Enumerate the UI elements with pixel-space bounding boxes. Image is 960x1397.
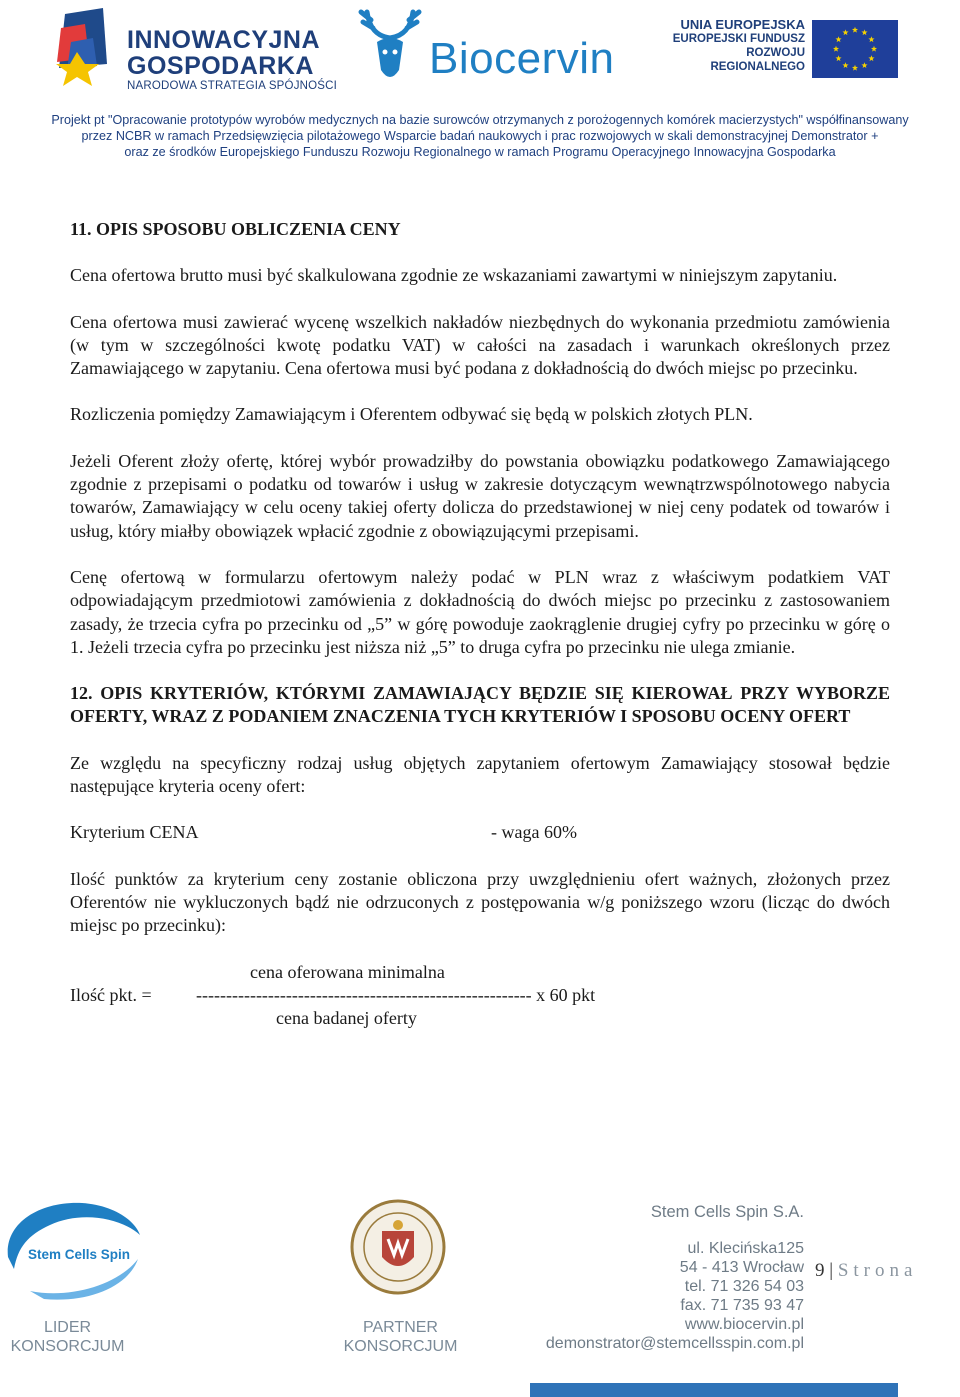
ig-logo-line2: GOSPODARKA	[127, 52, 314, 80]
innowacyjna-gospodarka-logo	[55, 8, 338, 94]
city: 54 - 413 Wrocław	[679, 1259, 804, 1276]
paragraph: Jeżeli Oferent złoży ofertę, której wybór prowadziłby do powstania obowiązku podatkowego Zamawiającego zgodnie z przepisami o podatku od towarów i usług w zakresie dotyczącym wewnątrzwspólnotowego nabycia towarów, Zamawiający w celu oceny takiej oferty dolicza do przedstawionej w niej ceny podatek od towarów i usług, który miałby obowiązek wpłacić zgodnie z obowiązującymi przepisami.	[70, 450, 890, 541]
ig-logo-line3: NARODOWA STRATEGIA SPÓJNOŚCI	[127, 80, 338, 92]
phone: tel. 71 326 54 03	[684, 1278, 804, 1295]
paragraph: Cena ofertowa musi zawierać wycenę wszelkich nakładów niezbędnych do wykonania przedmiotu zamówienia (w tym w szczególności kwotę podatku VAT) w całości na zasadach i warunkach określonych przez Zamawiającego w zapytaniu. Cena ofertowa musi być podana z dokładnością do dwóch miejsc po przecinku.	[70, 311, 890, 379]
ue-line1: UNIA EUROPEJSKA	[680, 17, 805, 32]
biocervin-logo	[355, 8, 615, 92]
page-number	[815, 1260, 917, 1282]
ue-logo-text	[655, 18, 805, 74]
ig-flag-icon	[55, 8, 125, 94]
paragraph: Ilość punktów za kryterium ceny zostanie obliczona przy uwzględnieniu ofert ważnych, złożonych przez Oferentów nie wykluczonych bądź nie odrzuconych z postępowania w/g poniższego wzoru (licząc do dwóch miejsc po przecinku):	[70, 868, 890, 936]
lider-konsorcjum-label	[5, 1318, 130, 1356]
paragraph: Ze względu na specyficzny rodzaj usług objętych zapytaniem ofertowym Zamawiający stosował będzie następujące kryteria oceny ofert:	[70, 752, 890, 797]
role-line: KONSORCJUM	[10, 1338, 125, 1355]
paragraph: Cena ofertowa brutto musi być skalkulowana zgodnie ze wskazaniami zawartymi w niniejszym zapytaniu.	[70, 265, 838, 286]
role-line: PARTNER	[363, 1319, 438, 1336]
ig-logo-line1: INNOWACYJNA	[127, 26, 321, 54]
biocervin-wordmark: Biocervin	[429, 34, 615, 83]
eu-flag-icon	[812, 20, 898, 78]
partner-konsorcjum-label	[338, 1318, 463, 1356]
ue-line2: EUROPEJSKI FUNDUSZ	[672, 33, 805, 45]
page-number-value: 9	[815, 1260, 825, 1281]
university-seal-icon	[348, 1195, 448, 1305]
email-link[interactable]: demonstrator@stemcellsspin.com.pl	[545, 1335, 804, 1352]
role-line: LIDER	[43, 1319, 92, 1336]
criterion-weight: - waga 60%	[491, 822, 577, 843]
footer-blue-bar	[530, 1383, 898, 1397]
project-line-1: Projekt pt "Opracowanie prototypów wyrobów medycznych na bazie surowców otrzymanych z porożogennych komórek macierzystych" współfinansowany	[51, 113, 909, 127]
role-line: KONSORCJUM	[343, 1338, 458, 1355]
formula-denominator: cena badanej oferty	[276, 1007, 417, 1028]
formula-numerator: cena oferowana minimalna	[250, 961, 445, 982]
page-separator: |	[829, 1260, 834, 1281]
paragraph: Cenę ofertową w formularzu ofertowym należy podać w PLN wraz z właściwym podatkiem VAT odpowiadającym przedmiotowi zamówienia z dokładnością do dwóch miejsc po przecinku z zastosowaniem zasady, że trzecia cyfra po przecinku od „5” w górę powoduje zaokrąglenie drugiej cyfry po przecinku w górę o 1. Jeżeli trzecia cyfra po przecinku jest niższa niż „5” to druga cyfra po przecinku nie ulega zmianie.	[70, 566, 890, 657]
paragraph: Rozliczenia pomiędzy Zamawiającym i Oferentem odbywać się będą w polskich złotych PLN.	[70, 404, 753, 425]
document-body	[70, 218, 890, 1033]
criterion-name: Kryterium CENA	[70, 822, 199, 843]
street: ul. Klecińska125	[687, 1240, 804, 1257]
section-11-heading: 11. OPIS SPOSOBU OBLICZENIA CENY	[70, 219, 401, 239]
project-line-3: oraz ze środków Europejskiego Funduszu Rozwoju Regionalnego w ramach Programu Operacyjnego Innowacyjna Gospodarka	[124, 145, 836, 159]
section-12-heading: 12. OPIS KRYTERIÓW, KTÓRYMI ZAMAWIAJĄCY BĘDZIE SIĘ KIEROWAŁ PRZY WYBORZE OFERTY, WRAZ Z PODANIEM ZNACZENIA TYCH KRYTERIÓW I SPOSOBU OCENY OFERT	[70, 683, 890, 727]
deer-head-icon	[355, 8, 425, 92]
stem-cells-spin-wordmark: Stem Cells Spin	[28, 1247, 131, 1262]
fax: fax. 71 735 93 47	[680, 1297, 804, 1314]
formula-line: -------------------------------------------------------- x 60 pkt	[196, 984, 596, 1005]
project-line-2: przez NCBR w ramach Przedsięwzięcia pilotażowego Wsparcie badań naukowych i prac rozwojowych w skali demonstracyjnej Demonstrator +	[81, 129, 879, 143]
project-info	[0, 112, 960, 160]
website-link[interactable]: www.biocervin.pl	[684, 1316, 804, 1333]
ue-line3: ROZWOJU REGIONALNEGO	[710, 47, 805, 73]
company-name: Stem Cells Spin S.A.	[650, 1203, 804, 1221]
unia-europejska-logo	[655, 18, 900, 82]
points-formula	[70, 961, 890, 1033]
formula-label: Ilość pkt. =	[70, 984, 152, 1005]
contact-block	[528, 1203, 804, 1353]
criterion-row	[70, 821, 890, 844]
page-word: Strona	[837, 1260, 918, 1281]
